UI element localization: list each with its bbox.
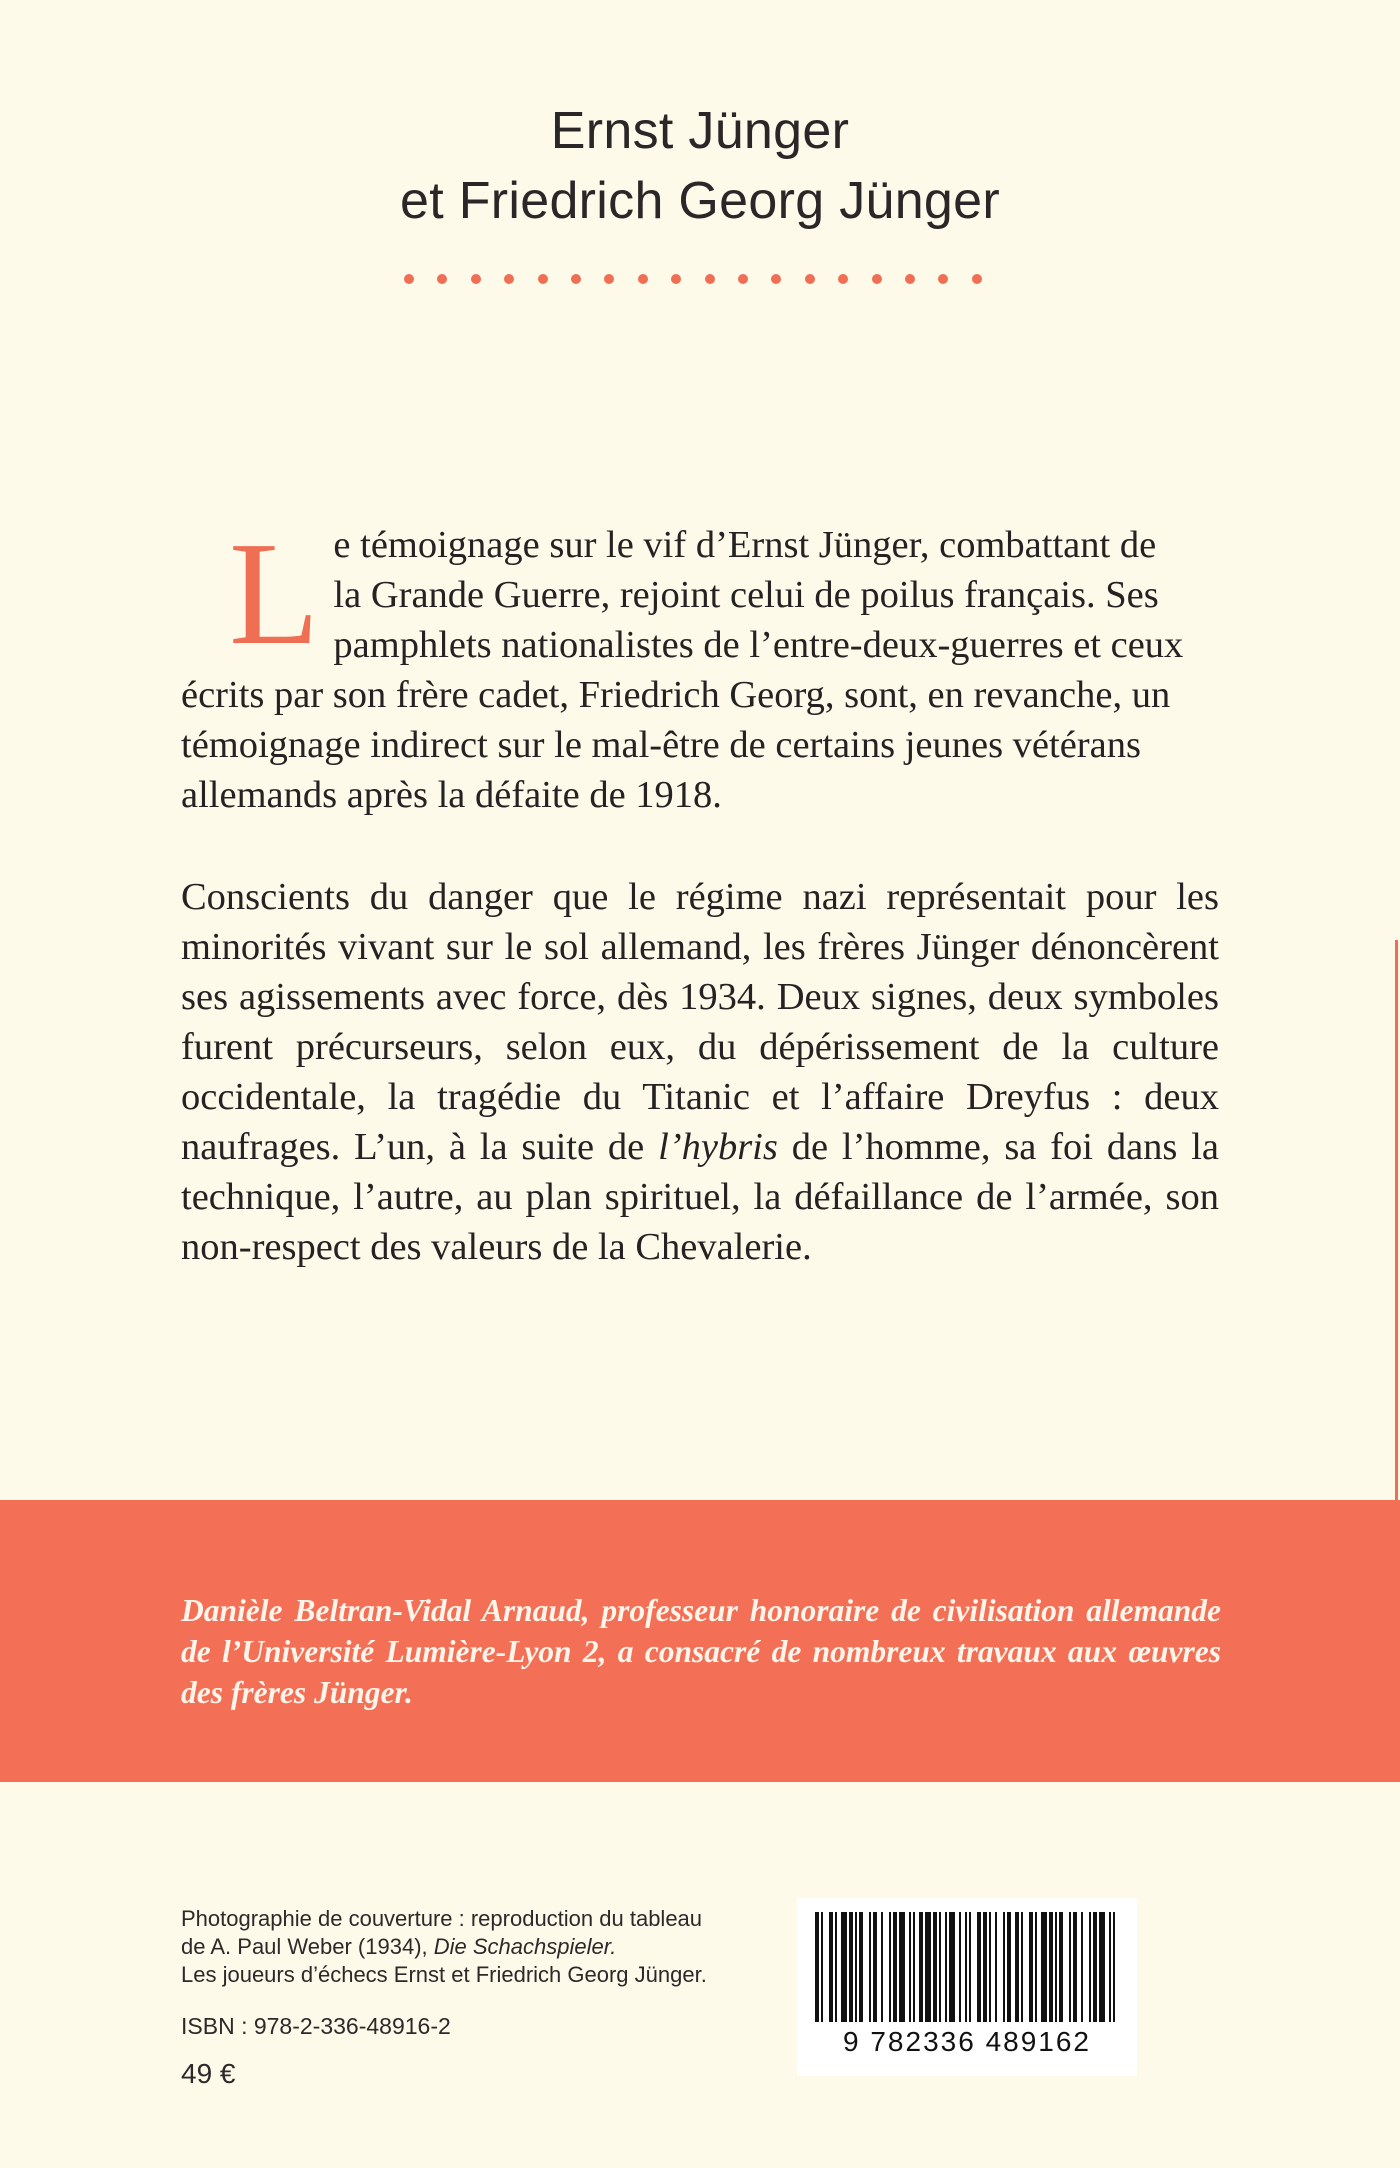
barcode-bar	[829, 1912, 833, 2022]
barcode-bar	[1109, 1912, 1111, 2022]
ornament-dot	[738, 274, 748, 284]
barcode-digits: 9 782336 489162	[843, 2026, 1091, 2057]
ornament-dot	[504, 274, 514, 284]
barcode-bar	[859, 1912, 863, 2022]
ornament-dot	[638, 274, 648, 284]
ornament-dot	[838, 274, 848, 284]
paragraph-1-line-6: allemands après la défaite de 1918.	[181, 774, 722, 816]
barcode	[797, 1898, 1137, 2076]
barcode-bar	[899, 1912, 905, 2022]
barcode-bar	[889, 1912, 891, 2022]
barcode-bar	[933, 1912, 937, 2022]
paragraph-1-line-5: témoignage indirect sur le mal-être de certains jeunes vétérans	[181, 724, 1141, 766]
paragraph-1	[181, 512, 1219, 820]
credits-line-2	[181, 1933, 781, 1961]
ornament-dot	[671, 274, 681, 284]
barcode-bar	[949, 1912, 955, 2022]
barcode-bar	[1007, 1912, 1011, 2022]
paragraph-2-italic: l’hybris	[658, 1126, 778, 1168]
title-line-2: et Friedrich Georg Jünger	[400, 172, 1000, 230]
paragraph-2-text-b: de l’homme, sa foi dans la technique, l’autre, au plan spirituel, la défaillance de l’armée, son non-respect des valeurs de la Chevalerie.	[181, 1126, 1219, 1268]
barcode-bar	[965, 1912, 967, 2022]
barcode-bar	[1093, 1912, 1097, 2022]
edge-rule	[1395, 940, 1398, 1500]
barcode-bar	[835, 1912, 837, 2022]
barcode-bar	[815, 1912, 819, 2022]
ornament-dot	[471, 274, 481, 284]
ornament-dot	[604, 274, 614, 284]
barcode-bar	[1015, 1912, 1019, 2022]
paragraph-2	[181, 872, 1219, 1272]
ornament-dot	[872, 274, 882, 284]
barcode-bar	[977, 1912, 981, 2022]
barcode-bar	[1113, 1912, 1115, 2022]
barcode-bar	[841, 1912, 847, 2022]
ornament-dot	[437, 274, 447, 284]
barcode-bar	[945, 1912, 947, 2022]
author-bio: Danièle Beltran-Vidal Arnaud, professeur honoraire de civilisation allemande de l’Université Lumière-Lyon 2, a consacré de nombreux travaux aux œuvres des frères Jünger.	[181, 1593, 1221, 1710]
ornament-dot	[538, 274, 548, 284]
ornament-dot	[404, 274, 414, 284]
barcode-bar	[1003, 1912, 1005, 2022]
ornament-dot	[771, 274, 781, 284]
isbn: ISBN : 978-2-336-48916-2	[181, 2013, 451, 2039]
cover-credits	[181, 1905, 781, 1989]
paragraph-2-text-a: Conscients du danger que le régime nazi représentait pour les minorités vivant sur le sol allemand, les frères Jünger dénoncèrent ses agissements avec force, dès 1934. Deux signes, deux symboles furent précurseurs, selon eux, du dépérissement de la culture occidentale, la tragédie du Titanic et l’affaire Dreyfus : deux naufrages. L’un, à la suite de	[181, 876, 1219, 1168]
barcode-bar	[1021, 1912, 1023, 2022]
barcode-bar	[1089, 1912, 1091, 2022]
paragraph-1-line-4: écrits par son frère cadet, Friedrich Georg, sont, en revanche, un	[181, 674, 1171, 716]
barcode-bar	[925, 1912, 931, 2022]
barcode-bar	[939, 1912, 941, 2022]
barcode-bars	[809, 1912, 1125, 2024]
barcode-bar	[1055, 1912, 1057, 2022]
credits-line-2-text: de A. Paul Weber (1934),	[181, 1934, 434, 1959]
barcode-bar	[919, 1912, 923, 2022]
dot-ornament	[404, 274, 1004, 288]
book-title	[0, 96, 1400, 236]
paragraph-1-line-3: pamphlets nationalistes de l’entre-deux-guerres et ceux	[333, 624, 1184, 666]
ornament-dot	[938, 274, 948, 284]
paragraph-1-line-1: e témoignage sur le vif d’Ernst Jünger, combattant de	[333, 524, 1157, 566]
credits-painting-title: Die Schachspieler.	[433, 1934, 617, 1959]
title-line-1: Ernst Jünger	[550, 102, 850, 160]
barcode-bar	[1081, 1912, 1083, 2022]
barcode-bar	[1069, 1912, 1071, 2022]
barcode-bar	[1029, 1912, 1033, 2022]
credits-line-1: Photographie de couverture : reproduction du tableau	[181, 1906, 703, 1931]
barcode-bar	[1041, 1912, 1047, 2022]
ornament-dot	[972, 274, 982, 284]
barcode-bar	[1059, 1912, 1063, 2022]
barcode-bar	[821, 1912, 823, 2022]
barcode-bar	[849, 1912, 853, 2022]
barcode-bar	[873, 1912, 877, 2022]
barcode-bar	[969, 1912, 971, 2022]
barcode-bar	[913, 1912, 915, 2022]
ornament-dot	[705, 274, 715, 284]
barcode-bar	[909, 1912, 911, 2022]
barcode-bar	[1073, 1912, 1077, 2022]
paragraph-1-line-2: la Grande Guerre, rejoint celui de poilus français. Ses	[333, 574, 1159, 616]
barcode-bar	[881, 1912, 883, 2022]
barcode-bar	[1049, 1912, 1053, 2022]
barcode-bar	[855, 1912, 857, 2022]
barcode-bar	[893, 1912, 897, 2022]
price: 49 €	[181, 2058, 236, 2089]
ornament-dot	[571, 274, 581, 284]
barcode-bar	[989, 1912, 991, 2022]
barcode-bar	[869, 1912, 871, 2022]
ornament-dot	[805, 274, 815, 284]
credits-line-3: Les joueurs d’échecs Ernst et Friedrich Georg Jünger.	[181, 1962, 707, 1987]
barcode-bar	[995, 1912, 997, 2022]
barcode-bar	[959, 1912, 961, 2022]
barcode-bar	[1035, 1912, 1037, 2022]
ornament-dot	[905, 274, 915, 284]
drop-cap: L	[229, 512, 320, 676]
barcode-bar	[1099, 1912, 1105, 2022]
barcode-bar	[983, 1912, 987, 2022]
